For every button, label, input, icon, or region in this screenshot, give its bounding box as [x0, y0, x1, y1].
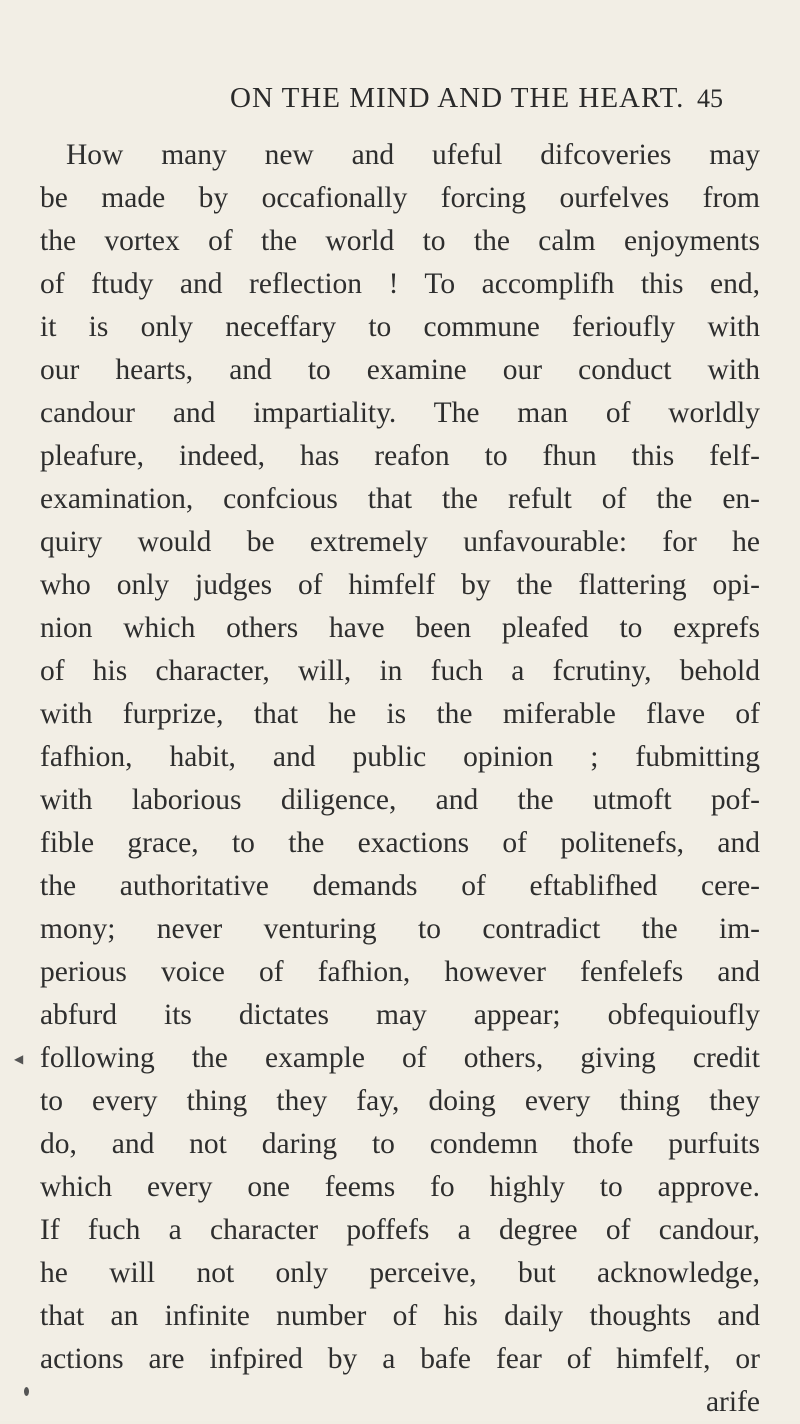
- margin-mark-icon: ◀: [14, 1052, 24, 1066]
- text-line: to every thing they fay, doing every thing they: [40, 1085, 760, 1117]
- ink-speck: [24, 1387, 29, 1396]
- text-line: fafhion, habit, and public opinion ; fubmitting: [40, 741, 760, 773]
- catchword: arife: [705, 1386, 760, 1418]
- text-line: with furprize, that he is the miferable flave of: [40, 698, 760, 730]
- page-number: 45: [697, 84, 723, 113]
- text-line: following the example of others, giving credit: [40, 1042, 760, 1074]
- text-line: pleafure, indeed, has reafon to fhun this felf-: [40, 440, 760, 472]
- text-line: do, and not daring to condemn thofe purfuits: [40, 1128, 760, 1160]
- text-line: with laborious diligence, and the utmoft pof-: [40, 784, 760, 816]
- text-line: examination, confcious that the refult of the en-: [40, 483, 760, 515]
- text-line: of his character, will, in fuch a fcrutiny, behold: [40, 655, 760, 687]
- text-line: fible grace, to the exactions of politenefs, and: [40, 827, 760, 859]
- text-line: our hearts, and to examine our conduct with: [40, 354, 760, 386]
- text-line: that an infinite number of his daily thoughts and: [40, 1300, 760, 1332]
- text-line: nion which others have been pleafed to exprefs: [40, 612, 760, 644]
- text-line: If fuch a character poffefs a degree of candour,: [40, 1214, 760, 1246]
- text-line: of ftudy and reflection ! To accomplifh this end,: [40, 268, 760, 300]
- text-line: abfurd its dictates may appear; obfequioufly: [40, 999, 760, 1031]
- text-line: which every one feems fo highly to approve.: [40, 1171, 760, 1203]
- text-line: be made by occafionally forcing ourfelves from: [40, 182, 760, 214]
- text-line: it is only neceffary to commune ferioufly with: [40, 311, 760, 343]
- text-line: the vortex of the world to the calm enjoyments: [40, 225, 760, 257]
- running-head: ON THE MIND AND THE HEART.: [230, 82, 685, 114]
- text-line: perious voice of fafhion, however fenfelefs and: [40, 956, 760, 988]
- body-text: [40, 134, 760, 1424]
- text-line: mony; never venturing to contradict the im-: [40, 913, 760, 945]
- text-line: the authoritative demands of eftablifhed cere-: [40, 870, 760, 902]
- text-line: who only judges of himfelf by the flattering opi-: [40, 569, 760, 601]
- text-line: candour and impartiality. The man of worldly: [40, 397, 760, 429]
- text-line: How many new and ufeful difcoveries may: [66, 139, 760, 171]
- text-line: he will not only perceive, but acknowledge,: [40, 1257, 760, 1289]
- text-line: actions are infpired by a bafe fear of himfelf, or: [40, 1343, 760, 1375]
- text-line: quiry would be extremely unfavourable: for he: [40, 526, 760, 558]
